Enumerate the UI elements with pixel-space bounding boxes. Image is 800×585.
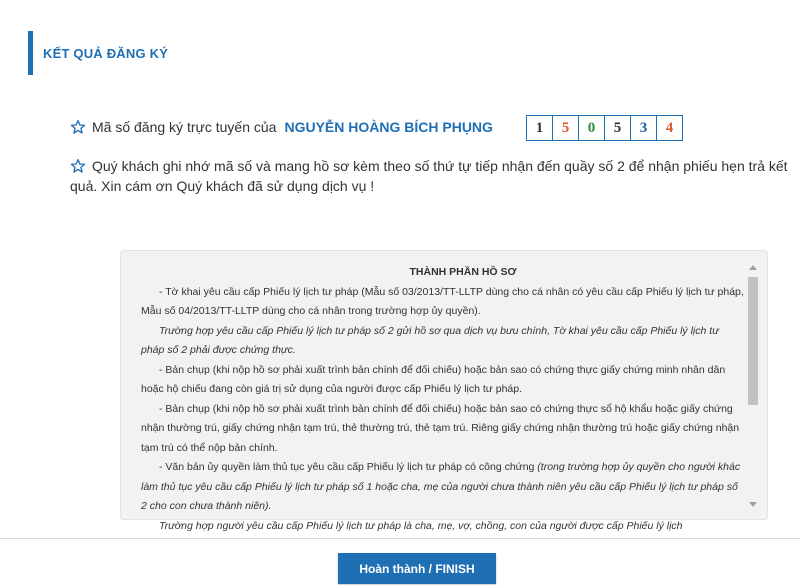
footer-divider <box>0 538 800 539</box>
section-header <box>28 31 168 75</box>
code-digit: 3 <box>631 116 657 140</box>
instruction-text <box>70 156 800 196</box>
code-digit: 0 <box>579 116 605 140</box>
scrollbar-thumb[interactable] <box>748 277 758 405</box>
scroll-down-icon[interactable] <box>749 502 757 507</box>
star-outline-icon <box>70 158 86 174</box>
star-outline-icon <box>70 119 86 135</box>
code-digit: 5 <box>605 116 631 140</box>
document-item: - Bản chụp (khi nộp hồ sơ phải xuất trình bản chính để đối chiếu) hoặc bản sao có chứng thực giấy chứng minh nhân dân hoặc hộ chiếu đang còn giá trị sử dụng của người được cấp Phiếu lý lịch tư pháp. <box>141 363 726 395</box>
document-item: - Tờ khai yêu cầu cấp Phiếu lý lịch tư pháp (Mẫu số 03/2013/TT-LLTP dùng cho cá nhân có yêu cầu cấp Phiếu lý lịch tư pháp, Mẫu số 04/2013/TT-LLTP dùng cho cá nhân trong trường hợp ủy quyền). <box>141 285 744 317</box>
finish-button[interactable]: Hoàn thành / FINISH <box>338 553 496 584</box>
document-item-note: Trường hợp yêu cầu cấp Phiếu lý lịch tư pháp số 2 gửi hồ sơ qua dịch vụ bưu chính, Tờ khai yêu cầu cấp Phiếu lý lịch tư pháp số 2 phải được chứng thực. <box>141 324 719 356</box>
registration-prefix: Mã số đăng ký trực tuyến của <box>92 119 277 135</box>
registration-line <box>70 112 493 142</box>
instruction-message: Quý khách ghi nhớ mã số và mang hồ sơ kèm theo số thứ tự tiếp nhận đến quầy số 2 để nhận phiếu hẹn trả kết quả. Xin cám ơn Quý khách đã sử dụng dịch vụ ! <box>70 158 788 194</box>
code-digit: 1 <box>527 116 553 140</box>
page-title: KẾT QUẢ ĐĂNG KÝ <box>43 45 169 61</box>
document-list-title: THÀNH PHẦN HỒ SƠ <box>409 266 517 278</box>
document-item: - Văn bản ủy quyền làm thủ tục yêu cầu cấp Phiếu lý lịch tư pháp có công chứng (trong trường hợp ủy quyền cho người khác làm thủ tục yêu cầu cấp Phiếu lý lịch tư pháp số 1 hoặc cha, mẹ của người chưa thành niên yêu cầu cấp Phiếu lý lịch tư pháp số 2 cho con chưa thành niên). <box>141 461 741 512</box>
scroll-up-icon[interactable] <box>749 265 757 270</box>
applicant-name: NGUYỄN HOÀNG BÍCH PHỤNG <box>284 119 493 135</box>
document-item: - Bản chụp (khi nộp hồ sơ phải xuất trình bản chính để đối chiếu) hoặc bản sao có chứng thực sổ hộ khẩu hoặc giấy chứng nhận thường trú, giấy chứng nhận tạm trú, thẻ thường trú, thẻ tạm trú. Riêng giấy chứng nhận thường trú hoặc giấy chứng nhận tạm trú có thể nộp bản chính. <box>141 402 740 454</box>
scrollbar[interactable] <box>747 263 759 509</box>
code-digit: 5 <box>553 116 579 140</box>
document-list-content <box>141 263 745 536</box>
document-item-note: Trường hợp người yêu cầu cấp Phiếu lý lịch tư pháp là cha, mẹ, vợ, chồng, con của người được cấp Phiếu lý lịch <box>159 519 683 532</box>
registration-code <box>526 115 683 141</box>
document-list-box[interactable] <box>120 250 768 532</box>
code-digit: 4 <box>665 119 674 136</box>
